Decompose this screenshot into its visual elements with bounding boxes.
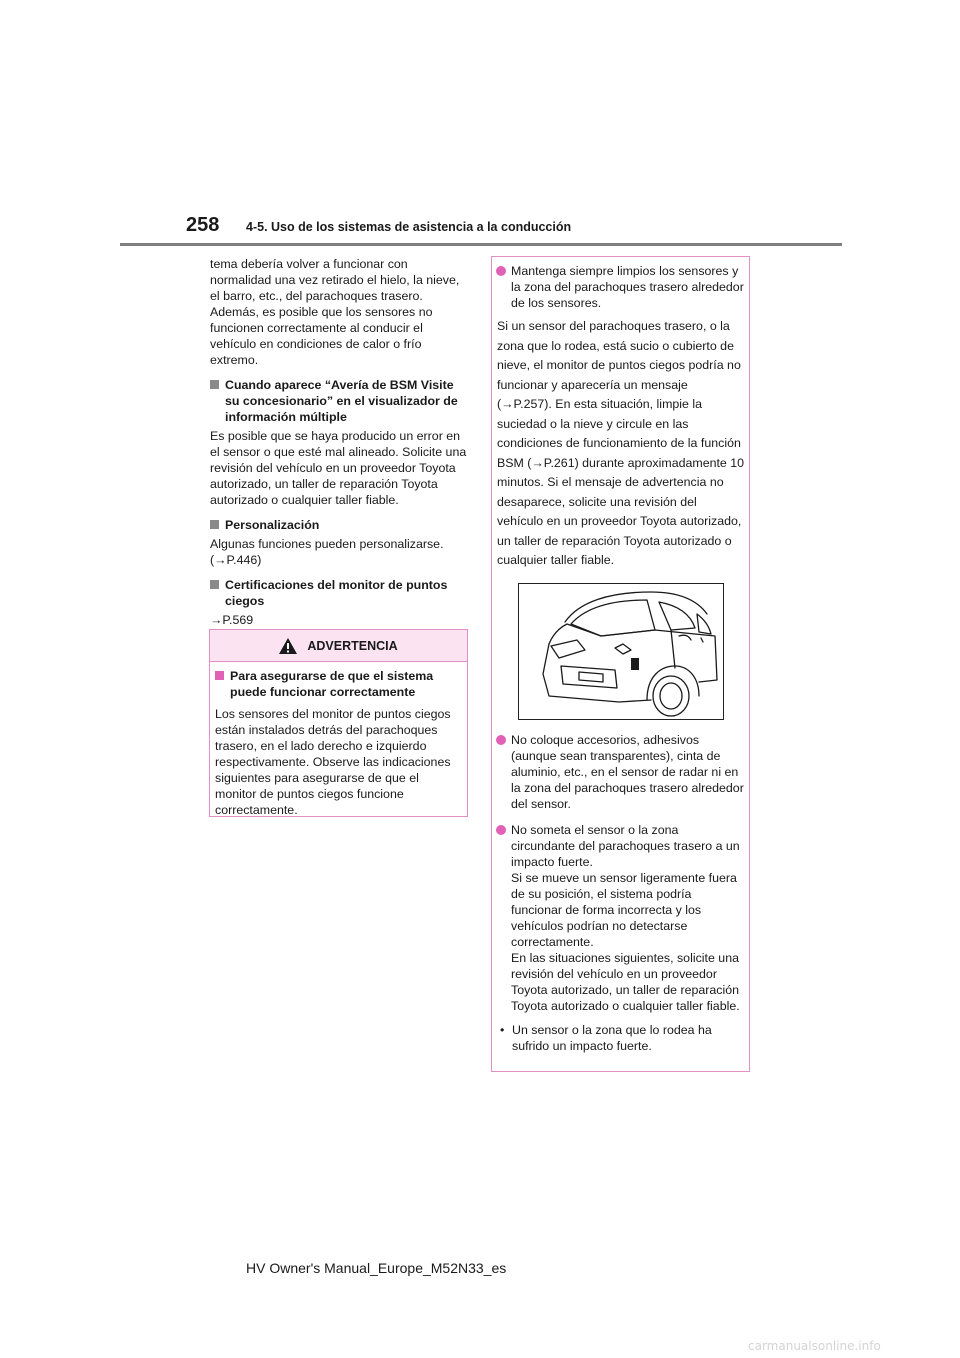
warning-box xyxy=(209,629,468,817)
sub-bullet-strong-impact: • Un sensor o la zona que lo rodea ha sufrido un impacto fuerte. xyxy=(500,1022,712,1053)
bullet-keep-clean: Mantenga siempre limpios los sensores y la zona del parachoques trasero alrededor de los sensores. xyxy=(496,263,745,311)
pink-bullet-icon xyxy=(496,825,506,835)
sensor-moved-text: Si se mueve un sensor ligeramente fuera de su posición, el sistema podría funcionar de forma incorrecta y los vehículos podrían no detectarse correctamente. xyxy=(511,870,737,949)
pink-bullet-icon xyxy=(496,266,506,276)
car-rear-illustration xyxy=(518,583,724,720)
right-warning-continuation xyxy=(491,256,750,1072)
gray-square-icon xyxy=(210,580,219,589)
page-number: 258 xyxy=(186,214,220,236)
header-rule xyxy=(120,243,842,246)
intro-paragraph: tema debería volver a funcionar con normalidad una vez retirado el hielo, la nieve, el barro, etc., del parachoques trasero. Además, es posible que los sensores no funcionen correctamente al conducir el vehículo en condiciones de calor o frío extremo. xyxy=(210,257,460,367)
section-title: 4-5. Uso de los sistemas de asistencia a la conducción xyxy=(246,220,572,234)
warning-heading: Para asegurarse de que el sistema puede funcionar correctamente xyxy=(215,668,463,700)
pink-bullet-icon xyxy=(496,735,506,745)
personalization-paragraph: Algunas funciones pueden personalizarse. (→P.446) xyxy=(210,537,444,567)
gray-square-icon xyxy=(210,380,219,389)
certifications-reference: →P.569 xyxy=(210,613,254,627)
heading-bsm-fault: Cuando aparece “Avería de BSM Visite su concesionario” en el visualizador de información múltiple xyxy=(210,377,468,425)
footer-manual-id: HV Owner's Manual_Europe_M52N33_es xyxy=(246,1260,507,1276)
car-rear-icon xyxy=(519,584,723,719)
warning-title: ADVERTENCIA xyxy=(307,638,398,653)
request-inspection-text: En las situaciones siguientes, solicite una revisión del vehículo en un proveedor Toyota autorizado, un taller de reparación Toyota autorizado o cualquier taller fiable. xyxy=(511,950,740,1013)
bullet-no-accessories: No coloque accesorios, adhesivos (aunque sean transparentes), cinta de aluminio, etc., en el sensor de radar ni en la zona del parachoques trasero alrededor del sensor. xyxy=(496,732,745,812)
dirty-sensor-paragraph: Si un sensor del parachoques trasero, o la zona que lo rodea, está sucio o cubierto de nieve, el monitor de puntos ciegos podría no funcionar y aparecería un mensaje (→P.257). En esta situación, limpie la suciedad o la nieve y circule en las condiciones de funcionamiento de la función BSM (→P.261) durante aproximadamente 10 minutos. Si el mensaje de advertencia no desaparece, solicite una revisión del vehículo en un proveedor Toyota autorizado, un taller de reparación Toyota autorizado o cualquier taller fiable. xyxy=(497,319,745,567)
pink-square-icon xyxy=(215,671,224,680)
no-impact-text: No someta el sensor o la zona circundante del parachoques trasero a un impacto fuerte. xyxy=(511,822,740,869)
watermark: carmanualsonline.info xyxy=(748,1339,881,1353)
gray-square-icon xyxy=(210,520,219,529)
warning-header xyxy=(210,630,467,662)
warning-triangle-icon xyxy=(279,638,297,654)
heading-certifications: Certificaciones del monitor de puntos ciegos xyxy=(210,577,468,609)
warning-text: Los sensores del monitor de puntos ciegos están instalados detrás del parachoques trasero, en el lado derecho e izquierdo respectivamente. Observe las indicaciones siguientes para asegurarse de que el monitor de puntos ciegos funcione correctamente. xyxy=(215,707,451,817)
warning-body xyxy=(210,662,467,818)
bsm-fault-paragraph: Es posible que se haya producido un error en el sensor o que esté mal alineado. Solicite una revisión del vehículo en un proveedor Toyota autorizado, un taller de reparación Toyota autorizado o cualquier taller fiable. xyxy=(210,429,467,507)
dot-marker: • xyxy=(500,1022,505,1037)
bullet-no-impact xyxy=(496,822,745,1014)
left-column xyxy=(210,256,468,637)
heading-personalization: Personalización xyxy=(210,517,468,533)
